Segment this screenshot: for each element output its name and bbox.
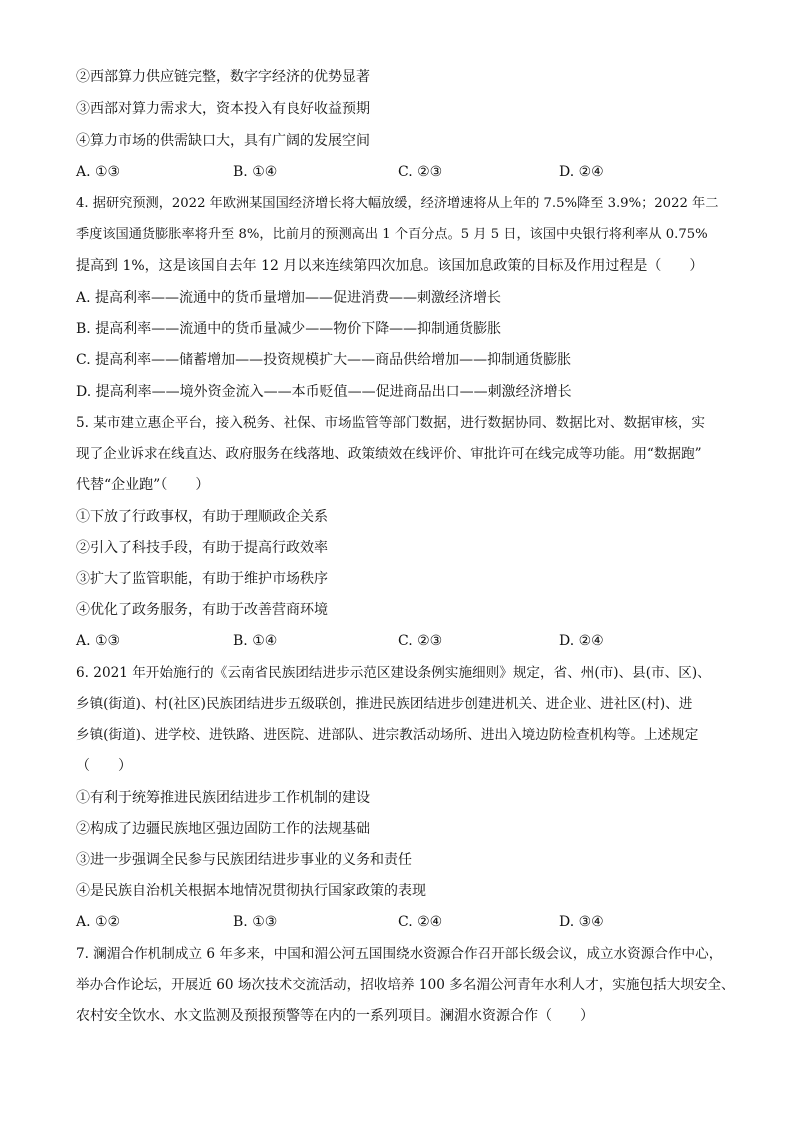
q6-stem-line-4: （ ） bbox=[76, 758, 132, 774]
q4-stem-line-1: 4. 据研究预测，2022 年欧洲某国国经济增长将大幅放缓，经济增速将从上年的 7.5%降至 3.9%；2022 年二 bbox=[76, 196, 719, 211]
prev-option-a: A. ①③ bbox=[76, 164, 121, 180]
q5-option-a: A. ①③ bbox=[76, 633, 121, 649]
q6-option-c: C. ②④ bbox=[398, 914, 443, 930]
q7-stem-line-2: 举办合作论坛，开展近 60 场次技术交流活动，招收培养 100 多名湄公河青年水利人才，实施包括大坝安全、 bbox=[76, 977, 735, 993]
prev-statement-3: ③西部对算力需求大，资本投入有良好收益预期 bbox=[76, 101, 370, 117]
q6-statement-1: ①有利于统筹推进民族团结进步工作机制的建设 bbox=[76, 790, 370, 806]
q5-statement-4: ④优化了政务服务，有助于改善营商环境 bbox=[76, 602, 328, 618]
q4-option-d: D. 提高利率——境外资金流入——本币贬值——促进商品出口——刺激经济增长 bbox=[76, 384, 572, 400]
q4-option-c: C. 提高利率——储蓄增加——投资规模扩大——商品供给增加——抑制通货膨胀 bbox=[76, 352, 572, 368]
q5-option-b: B. ①④ bbox=[233, 633, 278, 649]
q4-option-b: B. 提高利率——流通中的货币量减少——物价下降——抑制通货膨胀 bbox=[76, 321, 502, 337]
q5-stem-line-3: 代替“企业跑”（ ） bbox=[76, 477, 210, 493]
q6-statement-2: ②构成了边疆民族地区强边固防工作的法规基础 bbox=[76, 821, 370, 837]
q6-statement-3: ③进一步强调全民参与民族团结进步事业的义务和责任 bbox=[76, 852, 412, 868]
q6-option-d: D. ③④ bbox=[559, 914, 604, 930]
q5-option-d: D. ②④ bbox=[559, 633, 604, 649]
q4-stem-line-3: 提高到 1%，这是该国自去年 12 月以来连续第四次加息。该国加息政策的目标及作用过程是（ ） bbox=[76, 258, 704, 274]
q6-option-a: A. ①② bbox=[76, 914, 121, 930]
prev-option-d: D. ②④ bbox=[559, 164, 604, 180]
q6-stem-line-2: 乡镇(街道)、村(社区)民族团结进步五级联创，推进民族团结进步创建进机关、进企业、进社区(村)、进 bbox=[76, 696, 693, 712]
q5-statement-1: ①下放了行政事权，有助于理顺政企关系 bbox=[76, 509, 328, 525]
q6-stem-line-3: 乡镇(街道)、进学校、进铁路、进医院、进部队、进宗教活动场所、进出入境边防检查机构等。上述规定 bbox=[76, 727, 699, 743]
prev-statement-4: ④算力市场的供需缺口大，具有广阔的发展空间 bbox=[76, 133, 370, 149]
q6-stem-line-1: 6. 2021 年开始施行的《云南省民族团结进步示范区建设条例实施细则》规定，省、州(市)、县(市、区)、 bbox=[76, 665, 711, 681]
q7-stem-line-3: 农村安全饮水、水文监测及预报预警等在内的一系列项目。澜湄水资源合作（ ） bbox=[76, 1008, 594, 1024]
q6-option-b: B. ①③ bbox=[233, 914, 278, 930]
q7-stem-line-1: 7. 澜湄合作机制成立 6 年多来，中国和湄公河五国围绕水资源合作召开部长级会议，成立水资源合作中心， bbox=[76, 946, 723, 962]
q6-statement-4: ④是民族自治机关根据本地情况贯彻执行国家政策的表现 bbox=[76, 883, 426, 899]
q4-option-a: A. 提高利率——流通中的货币量增加——促进消费——刺激经济增长 bbox=[76, 290, 502, 306]
q4-stem-line-2: 季度该国通货膨胀率将升至 8%，比前月的预测高出 1 个百分点。5 月 5 日，该国中央银行将利率从 0.75% bbox=[76, 227, 708, 242]
q5-statement-2: ②引入了科技手段，有助于提高行政效率 bbox=[76, 540, 328, 556]
q5-option-c: C. ②③ bbox=[398, 633, 443, 649]
prev-option-b: B. ①④ bbox=[233, 164, 278, 180]
prev-statement-2: ②西部算力供应链完整，数字字经济的优势显著 bbox=[76, 69, 370, 85]
q5-stem-line-1: 5. 某市建立惠企平台，接入税务、社保、市场监管等部门数据，进行数据协同、数据比对、数据审核，实 bbox=[76, 415, 706, 431]
q5-stem-line-2: 现了企业诉求在线直达、政府服务在线落地、政策绩效在线评价、审批许可在线完成等功能。用“数据跑” bbox=[76, 446, 702, 462]
q5-statement-3: ③扩大了监管职能，有助于维护市场秩序 bbox=[76, 571, 328, 587]
prev-option-c: C. ②③ bbox=[398, 164, 443, 180]
